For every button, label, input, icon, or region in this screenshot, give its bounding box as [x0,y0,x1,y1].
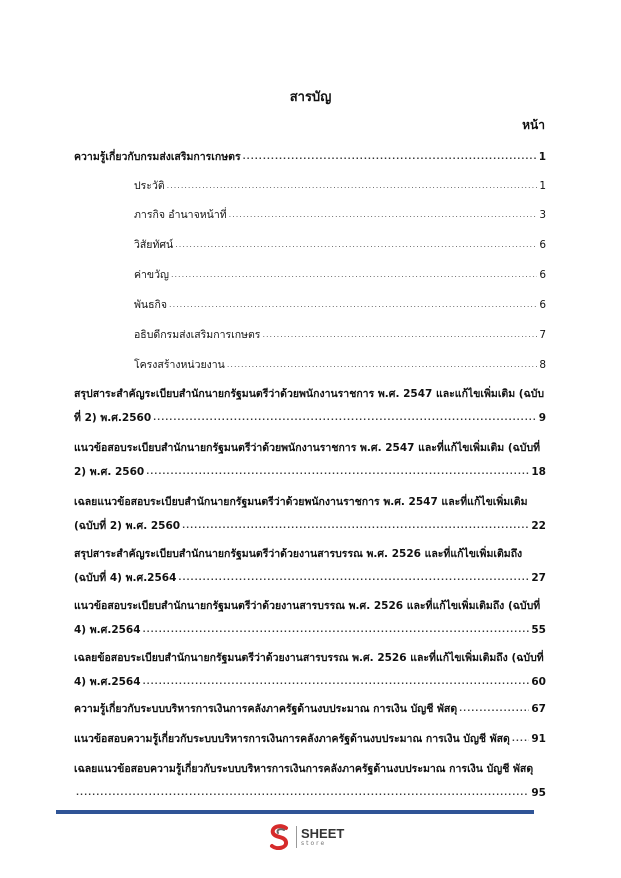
toc-entry[interactable] [74,646,546,694]
toc-entry-text: ความรู้เกี่ยวกับกรมส่งเสริมการเกษตร [74,151,241,163]
toc-entry-text: ภารกิจ อำนาจหน้าที่ [134,209,227,221]
logo-divider [296,826,297,848]
dot-leader [143,676,530,688]
toc-entry-text: สรุปสาระสำคัญระเบียบสำนักนายกรัฐมนตรีว่าด้วยงานสารบรรณ พ.ศ. 2526 และที่แก้ไขเพิ่มเติมถึง [74,548,523,560]
toc-entry-page: 1 [539,180,546,192]
toc-entry-text: ค่าขวัญ [134,269,169,281]
toc-entry-page: 3 [539,209,546,221]
toc-entry-page: 9 [538,412,546,424]
toc-subentry[interactable] [134,353,546,377]
toc-entry-text-cont: (ฉบับที่ 4) พ.ศ.2564 [74,572,177,584]
toc-entry-text: เฉลยแนวข้อสอบระเบียบสำนักนายกรัฐมนตรีว่าด้วยพนักงานราชการ พ.ศ. 2547 และที่แก้ไขเพิ่มเติม [74,496,528,508]
toc-entry-text: เฉลยแนวข้อสอบความรู้เกี่ยวกับระบบบริหารการเงินการคลังภาครัฐด้านงบประมาณ การเงิน บัญชี พัสดุ [74,763,534,775]
dot-leader [169,299,537,311]
toc-entry-page: 6 [539,269,546,281]
dot-leader [143,624,530,636]
dot-leader [76,787,529,799]
dot-leader [167,180,538,192]
toc-subentry[interactable] [134,293,546,317]
toc-entry-text: เฉลยข้อสอบระเบียบสำนักนายกรัฐมนตรีว่าด้วยงานสารบรรณ พ.ศ. 2526 และที่แก้ไขเพิ่มเติมถึง (ฉบับที่ [74,652,544,664]
toc-entry-text: แนวข้อสอบระเบียบสำนักนายกรัฐมนตรีว่าด้วยงานสารบรรณ พ.ศ. 2526 และที่แก้ไขเพิ่มเติมถึง (ฉบับที่ [74,600,541,612]
dot-leader [175,239,537,251]
toc-entry-page: 6 [539,299,546,311]
toc-entry-text-cont: 4) พ.ศ.2564 [74,624,141,636]
toc-entry-page: 18 [531,466,546,478]
toc-entry[interactable] [74,757,546,805]
toc-entry-text: แนวข้อสอบความรู้เกี่ยวกับระบบบริหารการเงินการคลังภาครัฐด้านงบประมาณ การเงิน บัญชี พัสดุ [74,733,510,745]
toc-entry-page: 8 [539,359,546,371]
toc-entry-page: 91 [531,733,546,745]
sheet-store-logo-icon [268,824,292,850]
toc-subentry[interactable] [134,323,546,347]
toc-entry-page: 6 [539,239,546,251]
toc-entry[interactable] [74,490,546,538]
toc-entry-page: 1 [538,151,546,163]
toc-entry[interactable] [74,542,546,590]
toc-entry-text: พันธกิจ [134,299,168,311]
toc-entry-text: แนวข้อสอบระเบียบสำนักนายกรัฐมนตรีว่าด้วยพนักงานราชการ พ.ศ. 2547 และที่แก้ไขเพิ่มเติม (ฉบับที่ [74,442,541,454]
toc-entry[interactable] [74,594,546,642]
page-column-header: หน้า [522,118,545,132]
toc-entry-page: 22 [531,520,546,532]
logo-wordmark: SHEET [301,826,345,841]
logo-subtext: store [301,840,327,847]
toc-entry-text: อธิบดีกรมส่งเสริมการเกษตร [134,329,261,341]
toc-entry[interactable] [74,382,546,430]
toc-entry[interactable] [74,436,546,484]
toc-entry-text: ความรู้เกี่ยวกับระบบบริหารการเงินการคลังภาครัฐด้านงบประมาณ การเงิน บัญชี พัสดุ [74,703,458,715]
dot-leader [512,733,530,745]
toc-title: สารบัญ [289,90,332,105]
toc-entry[interactable] [74,697,546,721]
dot-leader [146,466,529,478]
toc-entry-text-cont: 2) พ.ศ. 2560 [74,466,145,478]
toc-entry-text: ประวัติ [134,180,165,192]
dot-leader [459,703,529,715]
toc-entry-text-cont: ที่ 2) พ.ศ.2560 [74,412,152,424]
toc-entry-page: 27 [531,572,546,584]
toc-subentry[interactable] [134,174,546,198]
dot-leader [229,209,538,221]
dot-leader [178,572,529,584]
toc-subentry[interactable] [134,203,546,227]
toc-entry-page: 60 [531,676,546,688]
toc-entry-text: โครงสร้างหน่วยงาน [134,359,225,371]
toc-entry-text-cont: (ฉบับที่ 2) พ.ศ. 2560 [74,520,181,532]
toc-entry-page: 55 [531,624,546,636]
toc-entry-text-cont: 4) พ.ศ.2564 [74,676,141,688]
toc-entry[interactable] [74,145,546,169]
dot-leader [153,412,537,424]
dot-leader [171,269,537,281]
dot-leader [227,359,537,371]
footer-rule [56,810,534,814]
dot-leader [182,520,529,532]
toc-entry-page: 67 [531,703,546,715]
toc-entry-page: 7 [539,329,546,341]
dot-leader [243,151,537,163]
toc-entry[interactable] [74,727,546,751]
dot-leader [262,329,537,341]
toc-entry-page: 95 [531,787,546,799]
toc-subentry[interactable] [134,233,546,257]
footer-logo [268,824,344,850]
toc-entry-text: สรุปสาระสำคัญระเบียบสำนักนายกรัฐมนตรีว่าด้วยพนักงานราชการ พ.ศ. 2547 และแก้ไขเพิ่มเติม (ฉบับ [74,388,545,400]
toc-entry-text: วิสัยทัศน์ [134,239,174,251]
toc-subentry[interactable] [134,263,546,287]
